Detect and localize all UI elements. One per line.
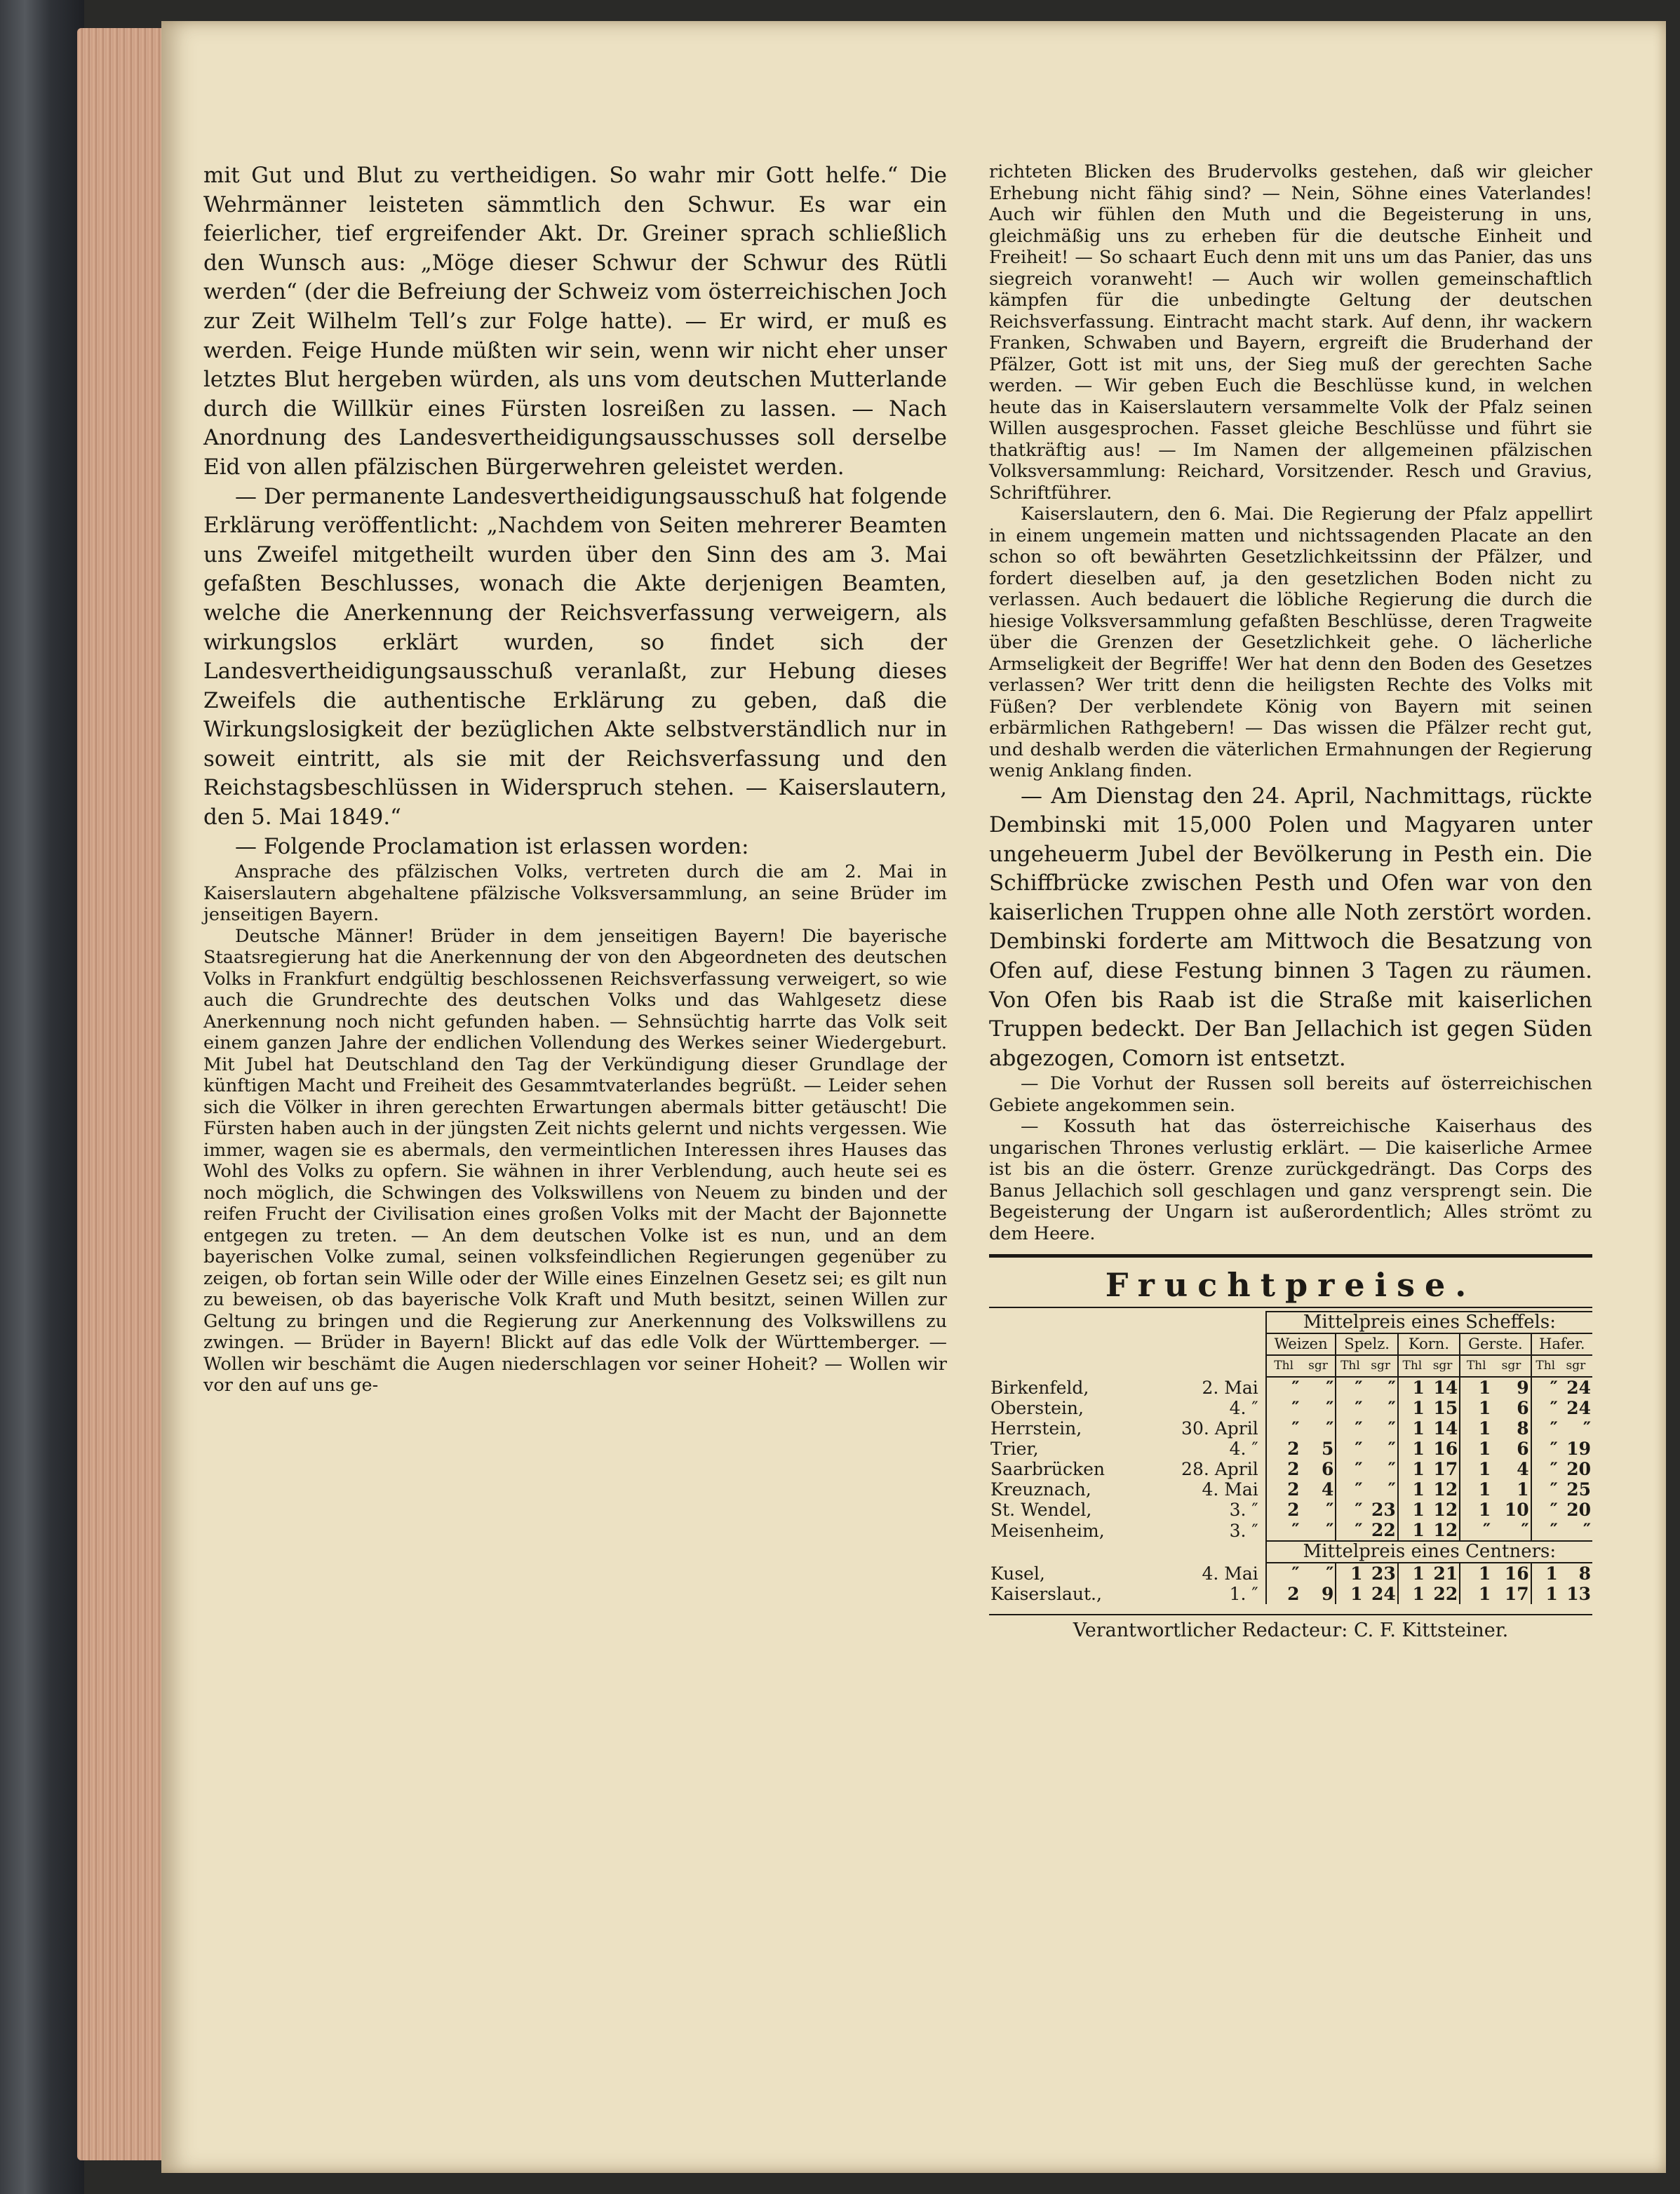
price-unit-8: Thl (1531, 1355, 1559, 1377)
price-value: 8 (1517, 1418, 1529, 1439)
price-date: 4. ″ (1229, 1439, 1258, 1460)
price-date: 2. Mai (1202, 1377, 1258, 1398)
price-value: ″ (1326, 1520, 1334, 1541)
price-value: 14 (1433, 1418, 1458, 1439)
price-header-3: Gerste. (1460, 1333, 1531, 1355)
price-date: 3. ″ (1229, 1500, 1258, 1521)
price-value: 6 (1517, 1398, 1529, 1419)
price-place (989, 1500, 1266, 1520)
price-value: ″ (1326, 1563, 1334, 1584)
price-place-name: Kaiserslaut., (990, 1584, 1102, 1605)
price-table (989, 1311, 1592, 1604)
price-header-1: Spelz. (1336, 1333, 1397, 1355)
price-value: ″ (1531, 1500, 1559, 1520)
price-value: 16 (1504, 1563, 1529, 1584)
price-place (989, 1439, 1266, 1459)
price-place-name: Kreuznach, (990, 1479, 1091, 1500)
price-value: 1 (1398, 1377, 1426, 1398)
price-place-name: Kusel, (990, 1563, 1045, 1584)
price-unit-3: sgr (1364, 1355, 1397, 1377)
price-value: 6 (1322, 1459, 1334, 1480)
price-value: 13 (1566, 1584, 1591, 1605)
price-place-name: Trier, (990, 1439, 1039, 1460)
price-place-name: Oberstein, (990, 1398, 1084, 1419)
price-row (989, 1459, 1592, 1479)
price-date: 4. Mai (1202, 1479, 1258, 1500)
price-value: ″ (1266, 1520, 1301, 1541)
price-value: ″ (1326, 1500, 1334, 1521)
price-header-2: Korn. (1398, 1333, 1460, 1355)
price-header-0: Weizen (1266, 1333, 1336, 1355)
price-place (989, 1563, 1266, 1584)
price-unit-5: sgr (1426, 1355, 1460, 1377)
price-value: 1 (1398, 1439, 1426, 1459)
price-value: ″ (1326, 1398, 1334, 1419)
price-unit-1: sgr (1301, 1355, 1336, 1377)
proclamation-heading: Ansprache des pfälzischen Volks, vertreten durch die am 2. Mai in Kaiserslautern abgehaltene pfälzische Volksversammlung, an seine Brüder im jenseitigen Bayern. (203, 861, 947, 926)
price-value: 1 (1398, 1584, 1426, 1604)
price-value: 12 (1433, 1479, 1458, 1500)
price-blank-cell (989, 1312, 1266, 1333)
price-value: ″ (1521, 1520, 1529, 1541)
price-value: ″ (1336, 1398, 1364, 1418)
price-value: 23 (1371, 1563, 1396, 1584)
price-value: ″ (1266, 1377, 1301, 1398)
price-value: 2 (1266, 1479, 1301, 1500)
price-place (989, 1418, 1266, 1439)
price-value: 1 (1517, 1479, 1529, 1500)
price-value: ″ (1531, 1520, 1559, 1541)
price-value: ″ (1387, 1439, 1396, 1460)
price-value: ″ (1387, 1479, 1396, 1500)
price-place-name: Meisenheim, (990, 1520, 1105, 1541)
price-value: ″ (1531, 1398, 1559, 1418)
price-value: 8 (1578, 1563, 1591, 1584)
price-value: 24 (1566, 1398, 1591, 1419)
price-value: ″ (1531, 1439, 1559, 1459)
price-value: 25 (1566, 1479, 1591, 1500)
price-banner-centner: Mittelpreis eines Centners: (1266, 1541, 1592, 1563)
section-rule (989, 1254, 1592, 1258)
price-unit-9: sgr (1559, 1355, 1592, 1377)
price-row (989, 1398, 1592, 1418)
price-value: 1 (1460, 1563, 1492, 1584)
price-value: 4 (1322, 1479, 1334, 1500)
price-place (989, 1479, 1266, 1500)
price-row (989, 1439, 1592, 1459)
price-value: 1 (1460, 1418, 1492, 1439)
price-value: 5 (1322, 1439, 1334, 1460)
price-value: ″ (1387, 1459, 1396, 1480)
price-place (989, 1520, 1266, 1541)
price-place-name: St. Wendel, (990, 1500, 1092, 1521)
price-value: 14 (1433, 1378, 1458, 1399)
price-value: 22 (1371, 1520, 1396, 1541)
price-value: 22 (1433, 1584, 1458, 1605)
price-unit-4: Thl (1398, 1355, 1426, 1377)
price-value: 16 (1433, 1439, 1458, 1460)
price-value: 12 (1433, 1520, 1458, 1541)
price-value: ″ (1387, 1378, 1396, 1399)
price-value: 17 (1504, 1584, 1529, 1605)
price-banner-scheffel: Mittelpreis eines Scheffels: (1266, 1312, 1592, 1333)
price-value: 20 (1566, 1500, 1591, 1521)
price-date: 30. April (1181, 1418, 1258, 1439)
price-value: ″ (1460, 1520, 1492, 1541)
price-value: ″ (1531, 1377, 1559, 1398)
price-header-row (989, 1333, 1592, 1355)
price-row (989, 1563, 1592, 1584)
price-value: 1 (1460, 1398, 1492, 1418)
price-value: ″ (1336, 1418, 1364, 1439)
price-unit-7: sgr (1492, 1355, 1531, 1377)
price-value: 9 (1517, 1378, 1529, 1399)
price-place (989, 1584, 1266, 1604)
price-value: ″ (1582, 1418, 1591, 1439)
price-date: 4. Mai (1202, 1563, 1258, 1584)
price-value: 1 (1398, 1563, 1426, 1584)
price-value: ″ (1326, 1378, 1334, 1399)
price-value: ″ (1531, 1418, 1559, 1439)
price-place (989, 1398, 1266, 1418)
price-value: ″ (1336, 1500, 1364, 1520)
price-value: ″ (1326, 1418, 1334, 1439)
price-blank-cell (989, 1333, 1266, 1355)
price-value: 1 (1460, 1459, 1492, 1479)
price-value: 1 (1398, 1398, 1426, 1418)
price-date: 3. ″ (1229, 1520, 1258, 1541)
price-value: 2 (1266, 1459, 1301, 1479)
price-value: 20 (1566, 1459, 1591, 1480)
price-value: 1 (1398, 1479, 1426, 1500)
price-value: ″ (1336, 1479, 1364, 1500)
price-value: ″ (1336, 1377, 1364, 1398)
left-paragraph-1: mit Gut und Blut zu vertheidigen. So wahr mir Gott helfe.“ Die Wehrmänner leisteten sämmtlich den Schwur. Es war ein feierlicher, tief ergreifender Akt. Dr. Greiner sprach schließlich den Wunsch aus: „Möge dieser Schwur der Schwur des Rütli werden“ (der die Befreiung der Schweiz vom österreichischen Joch zur Zeit Wilhelm Tell’s zur Folge hatte). — Er wird, er muß es werden. Feige Hunde müßten wir sein, wenn wir nicht eher unser letztes Blut hergeben würden, als uns vom deutschen Mutterlande durch die Willkür eines Fürsten losreißen zu lassen. — Nach Anordnung des Landesvertheidigungsausschusses soll derselbe Eid von allen pfälzischen Bürgerwehren geleistet werden. (203, 163, 947, 480)
right-paragraph-3: — Am Dienstag den 24. April, Nachmittags, rückte Dembinski mit 15,000 Polen und Magyaren unter ungeheuerm Jubel der Bevölkerung in Pesth ein. Die Schiffbrücke zwischen Pesth und Ofen war von den kaiserlichen Truppen ohne alle Noth zerstört worden. Dembinski forderte am Mittwoch die Besatzung von Ofen auf, diese Festung binnen 3 Tagen zu räumen. Von Ofen bis Raab ist die Straße mit kaiserlichen Truppen bedeckt. Der Ban Jellachich ist gegen Süden abgezogen, Comorn ist entsetzt. (989, 783, 1592, 1071)
left-paragraph-2: — Der permanente Landesvertheidigungsausschuß hat folgende Erklärung veröffentlicht: „Nachdem von Seiten mehrerer Beamten uns Zweifel mitgetheilt wurden über den Sinn des am 3. Mai gefaßten Beschlusses, wonach die Akte derjenigen Beamten, welche die Anerkennung der Reichsverfassung verweigern, als wirkungslos erklärt wurden, so findet sich der Landesvertheidigungsausschuß veranlaßt, zur Hebung dieses Zweifels die authentische Erklärung zu geben, daß die Wirkungslosigkeit der bezüglichen Akte selbstverständlich nur in soweit eintritt, als sie mit der Reichsverfassung und den Reichstagsbeschlüssen in Widerspruch stehen. — Kaiserslautern, den 5. Mai 1849.“ (203, 483, 947, 830)
price-value: 12 (1433, 1500, 1458, 1521)
price-place-name: Birkenfeld, (990, 1377, 1089, 1398)
prices-title: Fruchtpreise. (1105, 1266, 1477, 1305)
price-place-name: Herrstein, (990, 1418, 1082, 1439)
price-row (989, 1584, 1592, 1604)
price-value: 17 (1433, 1459, 1458, 1480)
price-value: 1 (1336, 1584, 1364, 1604)
price-place-name: Saarbrücken (990, 1459, 1105, 1480)
right-paragraph-5: — Kossuth hat das österreichische Kaiserhaus des ungarischen Thrones verlustig erklärt. — Die kaiserliche Armee ist bis an die österr. Grenze zurückgedrängt. Das Corps des Banus Jellachich soll geschlagen und ganz versprengt sein. Die Begeisterung der Ungarn ist außerordentlich; Alles strömt zu dem Heere. (989, 1116, 1592, 1244)
price-unit-row (989, 1355, 1592, 1377)
right-paragraph-1: richteten Blicken des Brudervolks gestehen, daß wir gleicher Erhebung nicht fähig sind? — Nein, Söhne eines Vaterlandes! Auch wir fühlen den Muth und die Begeisterung in uns, gleichmäßig uns zu erheben für die deutsche Einheit und Freiheit! — So schaart Euch denn mit uns um das Panier, das uns siegreich voranweht! — Auch wir wollen gemeinschaftlich kämpfen für die unbedingte Geltung der deutschen Reichsverfassung. Eintracht macht stark. Auf denn, ihr wackern Franken, Schwaben und Bayern, ergreift die Bruderhand der Pfälzer, Gott ist mit uns, der Sieg muß der gerechten Sache werden. — Wir geben Euch die Beschlüsse kund, in welchen heute das in Kaiserslautern versammelte Volk der Pfalz seinen Willen ausgesprochen. Fasset gleiche Beschlüsse und führt sie thatkräftig aus! — Im Namen der allgemeinen pfälzischen Volksversammlung: Reichard, Vorsitzender. Resch und Gravius, Schriftführer. (989, 161, 1592, 504)
editor-line: Verantwortlicher Redacteur: C. F. Kittsteiner. (989, 1614, 1592, 1641)
price-value: 1 (1531, 1584, 1559, 1604)
price-value: 1 (1531, 1563, 1559, 1584)
price-place (989, 1459, 1266, 1479)
price-value: ″ (1531, 1479, 1559, 1500)
price-place (989, 1377, 1266, 1398)
price-row (989, 1418, 1592, 1439)
price-date: 28. April (1181, 1459, 1258, 1480)
price-value: ″ (1336, 1520, 1364, 1541)
price-value: ″ (1336, 1459, 1364, 1479)
price-blank-cell (989, 1355, 1266, 1377)
price-date: 1. ″ (1229, 1584, 1258, 1605)
price-unit-0: Thl (1266, 1355, 1301, 1377)
price-value: 1 (1460, 1377, 1492, 1398)
price-value: 4 (1517, 1459, 1529, 1480)
price-value: ″ (1387, 1418, 1396, 1439)
price-value: ″ (1266, 1418, 1301, 1439)
price-row (989, 1479, 1592, 1500)
price-date: 4. ″ (1229, 1398, 1258, 1419)
price-value: ″ (1336, 1439, 1364, 1459)
price-banner-row (989, 1312, 1592, 1333)
price-unit-2: Thl (1336, 1355, 1364, 1377)
price-value: 23 (1371, 1500, 1396, 1521)
price-header-4: Hafer. (1531, 1333, 1592, 1355)
price-value: ″ (1531, 1459, 1559, 1479)
title-rule (989, 1307, 1592, 1308)
price-value: 1 (1460, 1500, 1492, 1520)
price-value: 1 (1398, 1459, 1426, 1479)
right-paragraph-2: Kaiserslautern, den 6. Mai. Die Regierung der Pfalz appellirt in einem ungemein matten und nichtssagenden Placate an den schon so oft bewährten Gesetzlichkeitssinn der Pfälzer, und fordert dieselben auf, ja den gesetzlichen Boden nicht zu verlassen. Auch bedauert die löbliche Regierung die durch die hiesige Volksversammlung gefaßten Beschlüsse, deren Tragweite über die Grenzen der Gesetzlichkeit gehe. O lächerliche Armseligkeit der Begriffe! Wer hat denn den Boden des Gesetzes verlassen? Wer tritt denn die heiligsten Rechte des Volks mit Füßen? Der verblendete König von Bayern mit seinen erbärmlichen Rathgebern! — Das wissen die Pfälzer recht gut, und deshalb werden die väterlichen Ermahnungen der Regierung wenig Anklang finden. (989, 504, 1592, 781)
right-paragraph-4: — Die Vorhut der Russen soll bereits auf österreichischen Gebiete angekommen sein. (989, 1073, 1592, 1116)
price-value: 19 (1566, 1439, 1591, 1460)
price-value: 24 (1566, 1378, 1591, 1399)
price-unit-6: Thl (1460, 1355, 1492, 1377)
price-value: ″ (1266, 1398, 1301, 1418)
right-column (989, 161, 1592, 1641)
price-value: 2 (1266, 1584, 1301, 1604)
price-value: 1 (1460, 1439, 1492, 1459)
price-value: ″ (1387, 1398, 1396, 1419)
page-edges (77, 28, 161, 2160)
left-paragraph-3: — Folgende Proclamation ist erlassen worden: (235, 833, 749, 859)
price-blank-cell (989, 1541, 1266, 1563)
price-value: 6 (1517, 1439, 1529, 1460)
price-value: 1 (1398, 1520, 1426, 1541)
price-value: 2 (1266, 1500, 1301, 1520)
price-row (989, 1377, 1592, 1398)
price-value: ″ (1266, 1563, 1301, 1584)
price-value: ″ (1582, 1520, 1591, 1541)
price-value: 1 (1460, 1584, 1492, 1604)
price-value: 9 (1322, 1584, 1334, 1605)
price-value: 2 (1266, 1439, 1301, 1459)
price-value: 1 (1460, 1479, 1492, 1500)
price-value: 24 (1371, 1584, 1396, 1605)
book-binding (0, 0, 84, 2194)
price-value: 15 (1433, 1398, 1458, 1419)
price-value: 1 (1398, 1418, 1426, 1439)
price-value: 21 (1433, 1563, 1458, 1584)
price-value: 10 (1504, 1500, 1529, 1521)
left-column (203, 161, 947, 1397)
proclamation-text: Deutsche Männer! Brüder in dem jenseitigen Bayern! Die bayerische Staatsregierung hat die Anerkennung der von den Abgeordneten des deutschen Volks in Frankfurt endgültig beschlossenen Reichsverfassung verweigert, so wie auch die Grundrechte des deutschen Volks und das Wahlgesetz diese Anerkennung noch nicht gefunden haben. — Sehnsüchtig harrte das Volk seit einem ganzen Jahre der endlichen Vollendung des Werkes seiner Wiedergeburt. Mit Jubel hat Deutschland den Tag der Verkündigung dieser Grundlage der künftigen Macht und Freiheit des Gesammtvaterlandes begrüßt. — Leider sehen sich die Völker in ihren gerechten Erwartungen abermals bitter getäuscht! Die Fürsten haben auch in der jüngsten Zeit nichts gelernt und nichts vergessen. Wie immer, wagen sie es abermals, den vermeintlichen Interessen ihres Hauses das Wohl des Volks zu opfern. Sie wähnen in ihrer Verblendung, auch heute sei es noch möglich, die Schwingen des Volkswillens von Neuem zu binden und der reifen Frucht der Civilisation eines großen Volks mit der Macht der Bajonnette entgegen zu treten. — An dem deutschen Volke ist es nun, und an dem bayerischen Volke zumal, seinen volksfeindlichen Regierungen gegenüber zu zeigen, ob fortan sein Wille oder der Wille eines Einzelnen Gesetz sei; es gilt nun zu beweisen, ob das bayerische Volk Kraft und Muth besitzt, seinen Willen zur Geltung zu bringen und die Regierung zur Anerkennung des Volkswillens zu zwingen. — Brüder in Bayern! Blickt auf das edle Volk der Württemberger. — Wollen wir beschämt die Augen niederschlagen vor seiner Hoheit? — Wollen wir vor den auf uns ge- (203, 925, 947, 1397)
price-value: 1 (1336, 1563, 1364, 1584)
price-row (989, 1500, 1592, 1520)
price-row (989, 1520, 1592, 1541)
price-banner-row (989, 1541, 1592, 1563)
price-value: 1 (1398, 1500, 1426, 1520)
